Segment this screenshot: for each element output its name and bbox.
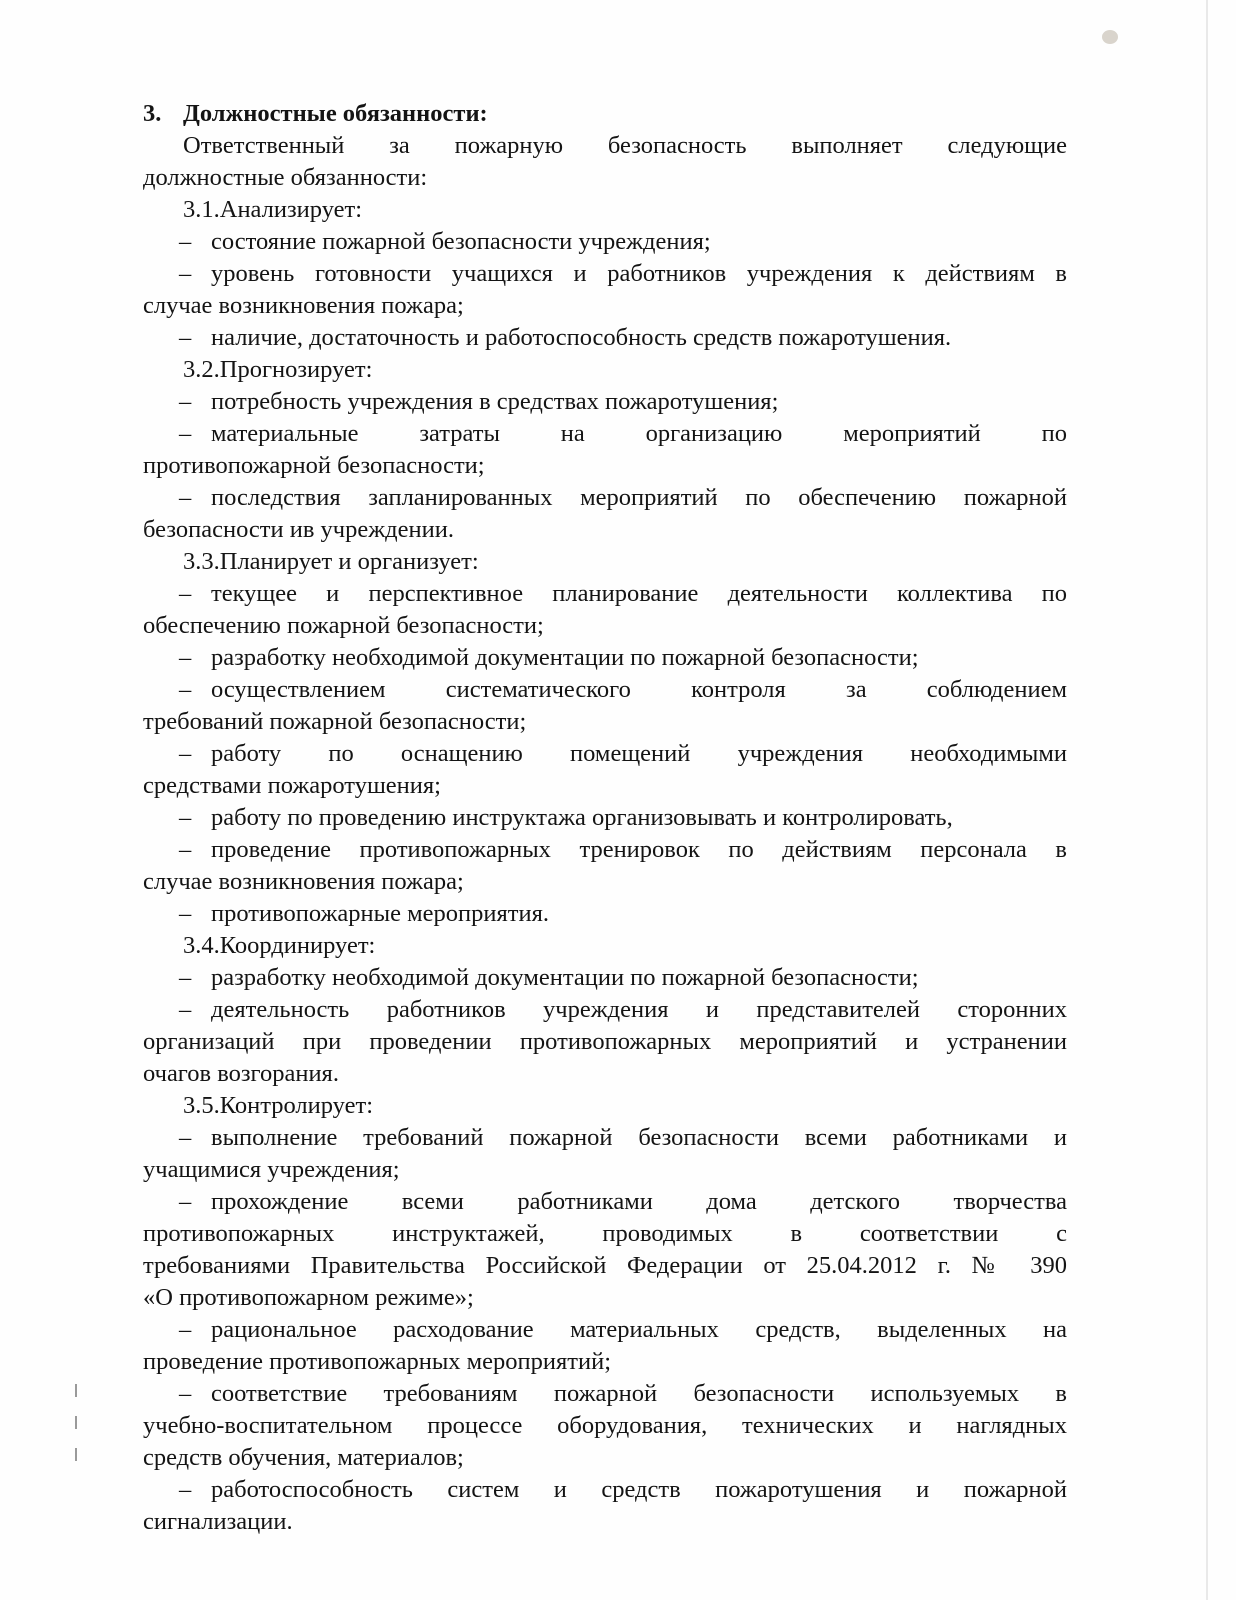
scan-edge-shadow: [1206, 0, 1208, 1600]
list-item-text: разработку необходимой документации по пожарной безопасности;: [211, 964, 919, 991]
list-item: [143, 962, 1067, 994]
list-item: [143, 674, 1067, 706]
list-item: [143, 1378, 1067, 1410]
list-item-continuation: противопожарной безопасности;: [143, 452, 485, 479]
list-item-continuation: сигнализации.: [143, 1508, 293, 1535]
list-item-continuation: учащимися учреждения;: [143, 1156, 400, 1183]
list-item: [143, 994, 1067, 1026]
bullet-dash: –: [179, 804, 192, 831]
list-item-continuation: учебно-воспитательном процессе оборудования, технических и наглядных: [143, 1412, 1067, 1439]
binder-hole-mark: [75, 1448, 77, 1461]
list-item: [143, 738, 1067, 770]
section-intro-line: должностные обязанности:: [143, 164, 428, 191]
bullet-dash: –: [179, 1476, 192, 1503]
bullet-dash: –: [179, 420, 192, 447]
list-item: [143, 802, 1067, 834]
subsection-heading: 3.1.Анализирует:: [183, 196, 363, 223]
list-item: [143, 226, 1067, 258]
bullet-dash: –: [179, 964, 192, 991]
list-item-continuation: противопожарных инструктажей, проводимых в соответствии с: [143, 1220, 1067, 1247]
list-item-text: работу по проведению инструктажа организовывать и контролировать,: [211, 804, 953, 831]
list-item-continuation: организаций при проведении противопожарных мероприятий и устранении: [143, 1028, 1067, 1055]
bullet-dash: –: [179, 644, 192, 671]
list-item-text: разработку необходимой документации по пожарной безопасности;: [211, 644, 919, 671]
list-item-continuation: безопасности ив учреждении.: [143, 516, 454, 543]
list-item-text: работу по оснащению помещений учреждения необходимыми: [211, 740, 1067, 767]
list-item-text: деятельность работников учреждения и представителей сторонних: [211, 996, 1067, 1023]
list-item-text: осуществлением систематического контроля за соблюдением: [211, 676, 1067, 703]
list-item-text: соответствие требованиям пожарной безопасности используемых в: [211, 1380, 1067, 1407]
list-item-continuation: очагов возгорания.: [143, 1060, 339, 1087]
bullet-dash: –: [179, 836, 192, 863]
bullet-dash: –: [179, 676, 192, 703]
section-heading: [143, 98, 1067, 130]
list-item: [143, 482, 1067, 514]
bullet-dash: –: [179, 1316, 192, 1343]
scan-spot: [1102, 30, 1118, 44]
list-item: [143, 386, 1067, 418]
binder-hole-mark: [75, 1384, 77, 1397]
subsection-heading: 3.4.Координирует:: [183, 932, 376, 959]
bullet-dash: –: [179, 1380, 192, 1407]
list-item-continuation: случае возникновения пожара;: [143, 868, 464, 895]
list-item-text: уровень готовности учащихся и работников учреждения к действиям в: [211, 260, 1067, 287]
list-item-continuation: требованиями Правительства Российской Федерации от 25.04.2012 г. № 390: [143, 1252, 1067, 1279]
list-item-text: выполнение требований пожарной безопасности всеми работниками и: [211, 1124, 1067, 1151]
list-item-text: проведение противопожарных тренировок по действиям персонала в: [211, 836, 1067, 863]
list-item-text: прохождение всеми работниками дома детского творчества: [211, 1188, 1067, 1215]
bullet-dash: –: [179, 228, 192, 255]
list-item: [143, 642, 1067, 674]
list-item-text: рациональное расходование материальных средств, выделенных на: [211, 1316, 1067, 1343]
list-item-continuation: средствами пожаротушения;: [143, 772, 441, 799]
list-item-text: противопожарные мероприятия.: [211, 900, 549, 927]
subsection-heading: 3.2.Прогнозирует:: [183, 356, 373, 383]
bullet-dash: –: [179, 900, 192, 927]
list-item-continuation: «О противопожарном режиме»;: [143, 1284, 474, 1311]
list-item-text: состояние пожарной безопасности учреждения;: [211, 228, 711, 255]
bullet-dash: –: [179, 388, 192, 415]
list-item-text: потребность учреждения в средствах пожаротушения;: [211, 388, 779, 415]
list-item: [143, 1122, 1067, 1154]
bullet-dash: –: [179, 484, 192, 511]
section-intro-line: Ответственный за пожарную безопасность выполняет следующие: [183, 132, 1067, 159]
bullet-dash: –: [179, 324, 192, 351]
binder-hole-mark: [75, 1416, 77, 1429]
list-item-text: наличие, достаточность и работоспособность средств пожаротушения.: [211, 324, 952, 351]
list-item-continuation: требований пожарной безопасности;: [143, 708, 527, 735]
list-item-continuation: проведение противопожарных мероприятий;: [143, 1348, 612, 1375]
subsection-heading: 3.5.Контролирует:: [183, 1092, 373, 1119]
list-item-continuation: обеспечению пожарной безопасности;: [143, 612, 544, 639]
list-item-continuation: средств обучения, материалов;: [143, 1444, 464, 1471]
list-item: [143, 1314, 1067, 1346]
list-item: [143, 322, 1067, 354]
list-item: [143, 898, 1067, 930]
document-body: [143, 98, 1067, 1538]
section-title: Должностные обязанности:: [183, 100, 488, 127]
bullet-dash: –: [179, 1188, 192, 1215]
list-item: [143, 418, 1067, 450]
section-number: 3.: [143, 100, 162, 127]
list-item-text: материальные затраты на организацию мероприятий по: [211, 420, 1067, 447]
bullet-dash: –: [179, 580, 192, 607]
list-item: [143, 1186, 1067, 1218]
list-item-text: текущее и перспективное планирование деятельности коллектива по: [211, 580, 1067, 607]
list-item-text: работоспособность систем и средств пожаротушения и пожарной: [211, 1476, 1067, 1503]
list-item-continuation: случае возникновения пожара;: [143, 292, 464, 319]
bullet-dash: –: [179, 996, 192, 1023]
subsection-heading: 3.3.Планирует и организует:: [183, 548, 479, 575]
bullet-dash: –: [179, 260, 192, 287]
list-item: [143, 258, 1067, 290]
list-item: [143, 834, 1067, 866]
list-item-text: последствия запланированных мероприятий по обеспечению пожарной: [211, 484, 1067, 511]
list-item: [143, 578, 1067, 610]
list-item: [143, 1474, 1067, 1506]
bullet-dash: –: [179, 740, 192, 767]
bullet-dash: –: [179, 1124, 192, 1151]
